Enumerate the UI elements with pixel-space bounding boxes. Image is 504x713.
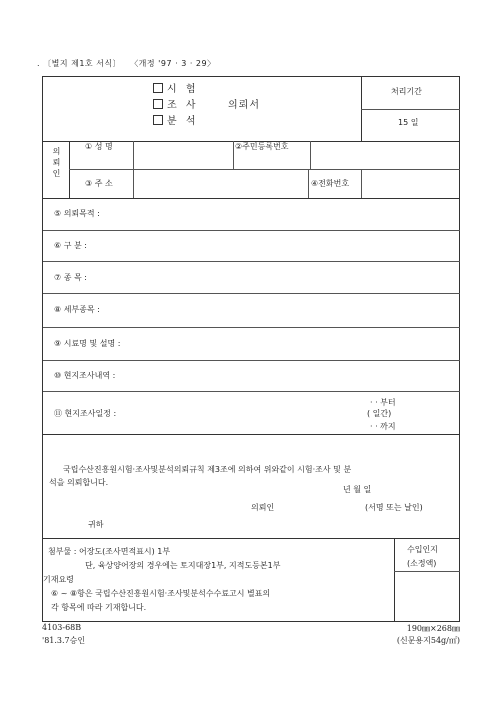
checkbox-icon — [153, 115, 163, 125]
attachment-line-1: 첨부물 : 어장도(조사면적표시) 1부 — [48, 547, 171, 556]
statement-line-1: 국립수산진흥원시험·조사및분석의뢰규칙 제3조에 의하여 위와같이 시험·조사 및 분 — [63, 465, 352, 474]
field-category: ⑥ 구 분 : — [54, 241, 87, 250]
field-item: ⑦ 종 목 : — [54, 273, 87, 282]
checkbox-icon — [153, 83, 163, 93]
form-header — [37, 58, 216, 69]
field-sub-item: ⑧ 세부종목 : — [54, 305, 100, 314]
revenue-stamp-label: 수입인지 — [407, 545, 438, 554]
field-site-survey: ⑩ 현지조사내역 : — [54, 371, 116, 380]
footer-size: 190㎜×268㎜ — [406, 624, 460, 633]
attachment-line-2: 단, 육상양어장의 경우에는 토지대장1부, 지적도등본1부 — [85, 561, 281, 570]
processing-days: 15 일 — [398, 118, 419, 127]
checkbox-icon — [153, 99, 163, 109]
schedule-duration: ( 일간) — [367, 409, 392, 418]
field-site-schedule: ⑪ 현지조사일정 : — [54, 409, 117, 418]
form-title: 의뢰서 — [228, 100, 260, 111]
requester-side-label: 의뢰인 — [52, 147, 61, 178]
footer-code: 4103-68B — [42, 623, 82, 632]
date-line: 년 월 일 — [343, 485, 372, 494]
statement-line-2: 석을 의뢰합니다. — [49, 478, 109, 487]
footer-approval: '81.3.7승인 — [42, 636, 86, 645]
requester-sign-label: 의뢰인 — [251, 503, 275, 512]
instructions-label: 기재요령 — [43, 575, 74, 584]
form-id: . 〔별지 제1호 서식〕 — [37, 59, 122, 68]
option-survey[interactable]: 조 사 — [153, 96, 199, 111]
option-test[interactable]: 시 험 — [153, 80, 199, 95]
revision-note: 〈개정 '97 · 3 · 29〉 — [130, 59, 216, 68]
footer-paper: (신문용지54g/㎡) — [396, 636, 460, 645]
name-label: ① 성 명 — [85, 142, 113, 151]
resident-id-field[interactable] — [311, 142, 460, 168]
phone-field[interactable] — [362, 170, 460, 197]
schedule-from: · · 부터 — [370, 398, 396, 407]
processing-period-label: 처리기간 — [391, 87, 422, 96]
application-form — [42, 76, 460, 622]
schedule-to: · · 까지 — [370, 422, 396, 431]
instructions-line-1: ⑥ ~ ⑧항은 국립수산진흥원시험·조사및분석수수료고시 별표의 — [51, 589, 271, 598]
field-purpose: ⑤ 의뢰목적 : — [54, 209, 100, 218]
resident-id-label: ②주민등록번호 — [235, 142, 289, 151]
recipient-honorific: 귀하 — [88, 520, 104, 529]
phone-label: ④전화번호 — [311, 179, 350, 188]
option-analysis[interactable]: 분 석 — [153, 112, 199, 127]
name-field[interactable] — [134, 142, 232, 168]
signature-note: (서명 또는 날인) — [365, 503, 423, 512]
instructions-line-2: 각 항목에 따라 기재합니다. — [51, 603, 147, 612]
revenue-stamp-sub: (소정액) — [407, 559, 437, 568]
address-label: ③ 주 소 — [85, 179, 113, 188]
field-sample: ⑨ 시료명 및 설명 : — [54, 339, 121, 348]
address-field[interactable] — [134, 170, 307, 197]
